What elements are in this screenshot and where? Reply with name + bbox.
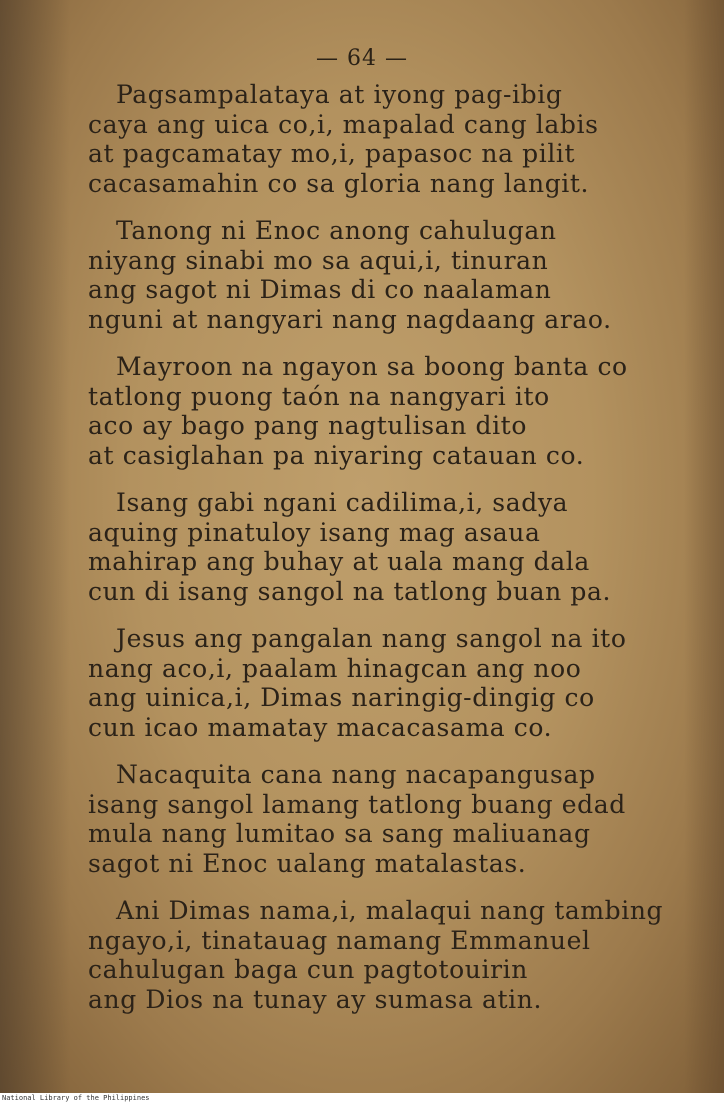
verse-line: niyang sinabi mo sa aqui,i, tinuran [88, 245, 549, 275]
verse-line: aco ay bago pang nagtulisan dito [88, 411, 527, 440]
stanza [88, 760, 688, 878]
verse-line: cahulugan baga cun pagtotouirin [88, 955, 528, 984]
verse-line: mahirap ang buhay at uala mang dala [88, 547, 590, 576]
verse-line: at casiglahan pa niyaring catauan co. [88, 440, 585, 470]
stanza [88, 352, 688, 470]
stanza [88, 624, 688, 742]
library-credit: National Library of the Philippines [2, 1094, 150, 1102]
stanza [88, 488, 688, 606]
verse-line: Tanong ni Enoc anong cahulugan [116, 216, 557, 245]
verse-line: cacasamahin co sa gloria nang langit. [88, 168, 590, 198]
verse-line: ang uinica,i, Dimas naringig-dingig co [88, 683, 595, 712]
verse-line: Pagsampalataya at iyong pag-ibig [116, 80, 563, 109]
verse-line: ngayo,i, tinatauag namang Emmanuel [88, 925, 591, 955]
verse-line: Mayroon na ngayon sa boong banta co [116, 352, 628, 381]
verse-line: cun icao mamatay macacasama co. [88, 712, 553, 742]
poem-body [88, 80, 688, 1032]
verse-line: Ani Dimas nama,i, malaqui nang tambing [116, 896, 664, 925]
verse-line: Jesus ang pangalan nang sangol na ito [116, 624, 627, 653]
verse-line: aquing pinatuloy isang mag asaua [88, 517, 541, 547]
verse-line: nang aco,i, paalam hinagcan ang noo [88, 653, 582, 683]
verse-line: tatlong puong taón na nangyari ito [88, 381, 550, 411]
verse-line: ang Dios na tunay ay sumasa atin. [88, 984, 542, 1014]
stanza [88, 896, 688, 1014]
verse-line: Nacaquita cana nang nacapangusap [116, 760, 596, 789]
stanza [88, 80, 688, 198]
verse-line: cun di isang sangol na tatlong buan pa. [88, 576, 612, 606]
verse-line: sagot ni Enoc ualang matalastas. [88, 848, 527, 878]
stanza [88, 216, 688, 334]
verse-line: isang sangol lamang tatlong buang edad [88, 789, 626, 819]
verse-line: nguni at nangyari nang nagdaang arao. [88, 304, 612, 334]
page-number: — 64 — [316, 46, 408, 71]
verse-line: Isang gabi ngani cadilima,i, sadya [116, 488, 569, 517]
verse-line: ang sagot ni Dimas di co naalaman [88, 275, 552, 304]
verse-line: at pagcamatay mo,i, papasoc na pilit [88, 139, 576, 168]
verse-line: caya ang uica co,i, mapalad cang labis [88, 109, 599, 139]
verse-line: mula nang lumitao sa sang maliuanag [88, 819, 591, 848]
